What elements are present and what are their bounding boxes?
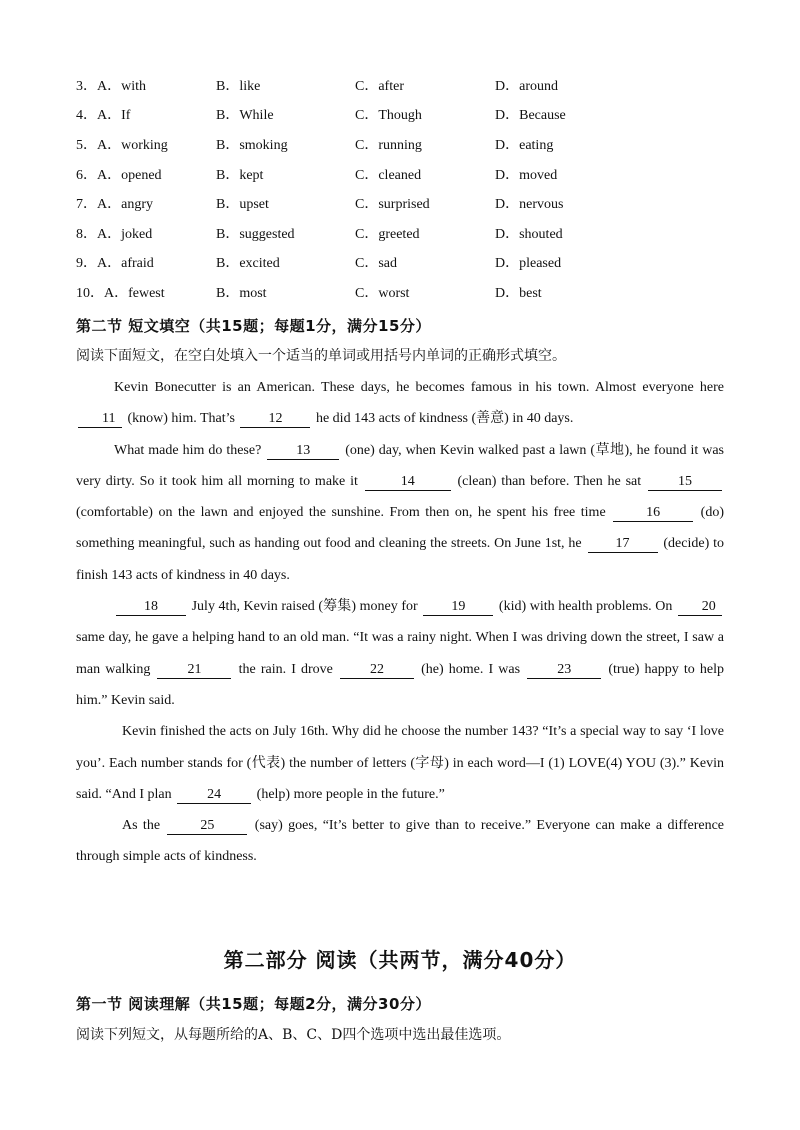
option-row-9: [76, 253, 756, 275]
blank-20[interactable]: 20: [678, 599, 722, 616]
option-d: D．best: [495, 286, 542, 301]
option-d: D．eating: [495, 138, 554, 153]
option-c: C．cleaned: [355, 168, 422, 183]
blank-11[interactable]: 11: [78, 411, 122, 428]
paragraph-5: As the 25 (say) goes, “It’s better to give than to receive.” Everyone can make a difference through simple acts of kindness.: [76, 818, 724, 865]
option-d: D．Because: [495, 108, 566, 123]
option-row-6: [76, 165, 756, 187]
option-c: C．sad: [355, 256, 397, 271]
blank-17[interactable]: 17: [588, 536, 658, 553]
blank-23[interactable]: 23: [527, 662, 601, 679]
blank-22[interactable]: 22: [340, 662, 414, 679]
section-instruction-reading: 阅读下列短文，从每题所给的A、B、C、D四个选项中选出最佳选项。: [76, 1027, 511, 1043]
option-a: 3．A．with: [76, 79, 146, 94]
option-row-5: [76, 135, 756, 157]
option-row-8: [76, 224, 756, 246]
cloze-passage: [76, 372, 724, 873]
option-d: D．nervous: [495, 197, 564, 212]
option-row-7: [76, 194, 756, 216]
option-a: 8．A．joked: [76, 227, 153, 242]
option-d: D．shouted: [495, 227, 563, 242]
option-row-3: [76, 76, 756, 98]
blank-12[interactable]: 12: [240, 411, 310, 428]
option-b: B．excited: [216, 256, 280, 271]
section-heading-reading: 第一节 阅读理解（共15题；每题2分，满分30分）: [76, 995, 431, 1013]
option-row-4: [76, 105, 756, 127]
option-a: 5．A．working: [76, 138, 168, 153]
section-instruction: 阅读下面短文，在空白处填入一个适当的单词或用括号内单词的正确形式填空。: [76, 348, 566, 364]
option-d: D．around: [495, 79, 558, 94]
option-b: B．kept: [216, 168, 264, 183]
option-c: C．surprised: [355, 197, 430, 212]
option-a: 7．A．angry: [76, 197, 153, 212]
option-a: 6．A．opened: [76, 168, 162, 183]
blank-19[interactable]: 19: [423, 599, 493, 616]
blank-24[interactable]: 24: [177, 787, 251, 804]
paragraph-3: 18 July 4th, Kevin raised (筹集) money for 19 (kid) with health problems. On 20 same day, he gave a helping hand to an old man. “It was a rainy night. When I was driving down the street, I saw a man walking 21 the rain. I drove 22 (he) home. I was 23 (true) happy to help him.” Kevin said.: [76, 599, 724, 708]
option-b: B．suggested: [216, 227, 295, 242]
option-a: 10．A．fewest: [76, 286, 165, 301]
section-heading: 第二节 短文填空（共15题；每题1分，满分15分）: [76, 317, 431, 335]
option-c: C．running: [355, 138, 422, 153]
blank-15[interactable]: 15: [648, 474, 722, 491]
option-d: D．moved: [495, 168, 558, 183]
blank-18[interactable]: 18: [116, 599, 186, 616]
option-a: 9．A．afraid: [76, 256, 154, 271]
option-c: C．Though: [355, 108, 422, 123]
option-d: D．pleased: [495, 256, 562, 271]
option-b: B．smoking: [216, 138, 288, 153]
option-a: 4．A．If: [76, 108, 131, 123]
blank-14[interactable]: 14: [365, 474, 451, 491]
paragraph-4: Kevin finished the acts on July 16th. Why did he choose the number 143? “It’s a special way to say ‘I love you’. Each number stands for (代表) the number of letters (字母) in each word—I (1) LOVE(4) YOU (3).” Kevin said. “And I plan 24 (help) more people in the future.”: [76, 724, 724, 802]
option-c: C．greeted: [355, 227, 420, 242]
option-row-10: [76, 283, 756, 305]
paragraph-1: Kevin Bonecutter is an American. These days, he becomes famous in his town. Almost everyone here 11 (know) him. That’s 12 he did 143 acts of kindness (善意) in 40 days.: [76, 372, 724, 435]
option-b: B．like: [216, 79, 261, 94]
option-b: B．While: [216, 108, 274, 123]
part-title: 第二部分 阅读（共两节，满分40分）: [223, 948, 577, 972]
option-b: B．most: [216, 286, 267, 301]
paragraph-2: What made him do these? 13 (one) day, when Kevin walked past a lawn (草地), he found it was very dirty. So it took him all morning to make it 14 (clean) than before. Then he sat 15 (comfortable) on the lawn and enjoyed the sunshine. From then on, he spent his free time 16 (do) something meaningful, such as handing out food and cleaning the streets. On June 1st, he 17 (decide) to finish 143 acts of kindness in 40 days.: [76, 442, 725, 583]
option-c: C．after: [355, 79, 404, 94]
blank-25[interactable]: 25: [167, 818, 247, 835]
option-b: B．upset: [216, 197, 269, 212]
blank-16[interactable]: 16: [613, 505, 693, 522]
blank-13[interactable]: 13: [267, 443, 339, 460]
option-c: C．worst: [355, 286, 410, 301]
blank-21[interactable]: 21: [157, 662, 231, 679]
